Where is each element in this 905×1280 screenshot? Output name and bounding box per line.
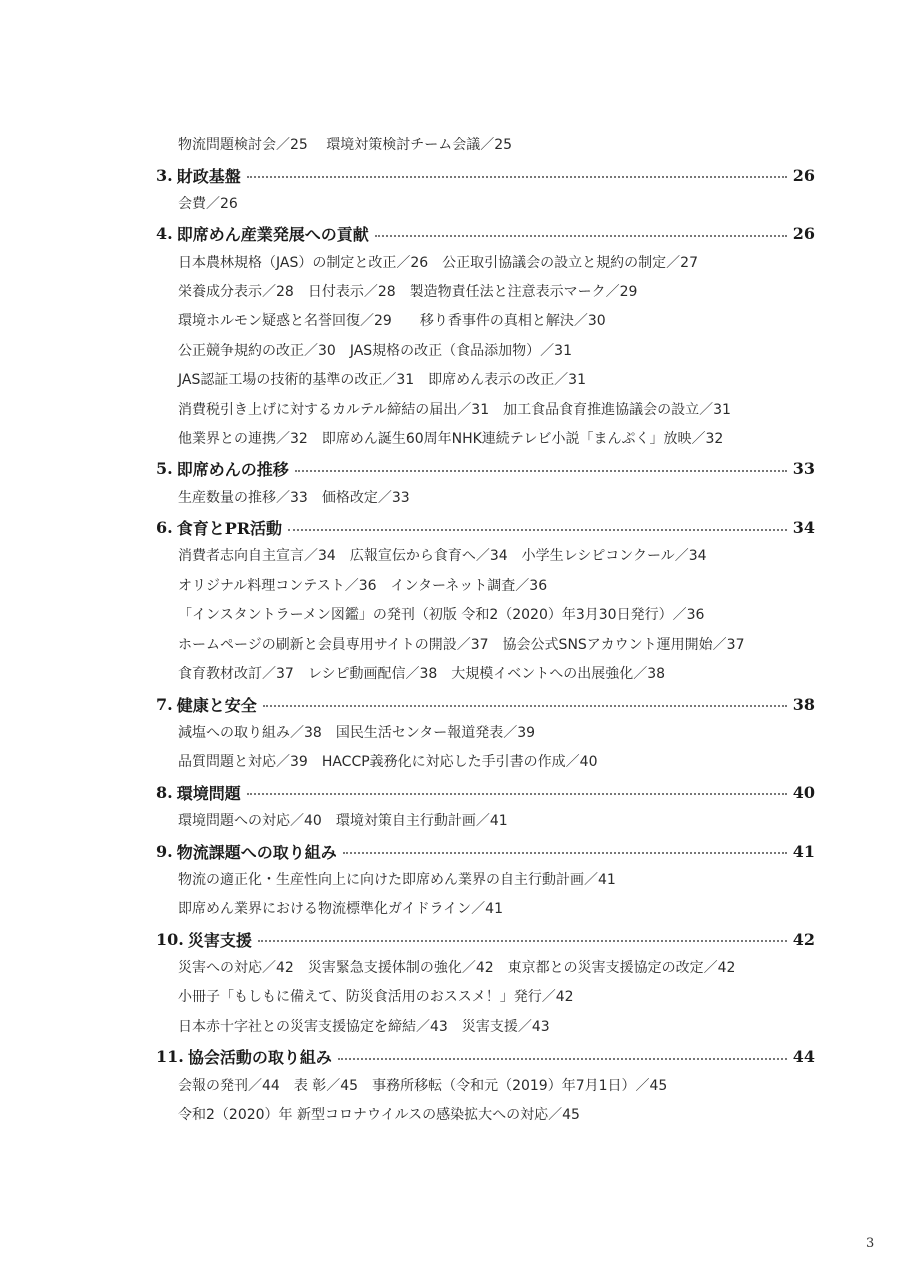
toc-section-row [0,160,815,189]
toc-subitem-row: 栄養成分表示／28 日付表示／28 製造物責任法と注意表示マーク／29 [178,283,638,300]
section-number: 11. [156,1047,184,1067]
section-page: 26 [792,165,815,185]
section-number: 9. [156,841,173,861]
section-page: 41 [792,841,815,861]
toc-subitem-row: 消費税引き上げに対するカルテル締結の届出／31 加工食品食育推進協議会の設立／31 [178,401,731,418]
toc-subitem-row: 環境問題への対応／40 環境対策自主行動計画／41 [178,812,508,829]
section-number: 10. [156,929,184,949]
toc-subitem-row: 令和2（2020）年 新型コロナウイルスの感染拡大への対応／45 [178,1106,580,1123]
toc-subitem-row: 「インスタントラーメン図鑑」の発刊（初版 令和2（2020）年3月30日発行）／36 [178,607,705,624]
section-title: 物流課題への取り組み [176,842,337,862]
toc-subitem-row: 会報の発刊／44 表 彰／45 事務所移転（令和元（2019）年7月1日）／45 [178,1077,668,1094]
section-page: 34 [792,518,815,538]
section-page: 44 [792,1047,815,1067]
toc-subitem-row: ホームページの刷新と会員専用サイトの開設／37 協会公式SNSアカウント運用開始／37 [178,636,745,653]
dot-leader [338,1058,787,1060]
toc-subitem-row: 物流問題検討会／25 環境対策検討チーム会議／25 [178,137,513,153]
toc-subitem-row: 減塩への取り組み／38 国民生活センター報道発表／39 [178,724,536,741]
toc-section-row [0,925,815,954]
section-number: 4. [156,224,173,244]
toc-subitem-row: 消費者志向自主宣言／34 広報宣伝から食育へ／34 小学生レシピコンクール／34 [178,548,707,565]
section-title: 財政基盤 [176,166,241,186]
section-page: 42 [792,929,815,949]
dot-leader [343,852,787,854]
section-number: 7. [156,694,173,714]
toc-subitem-row: 日本農林規格（JAS）の制定と改正／26 公正取引協議会の設立と規約の制定／27 [178,254,698,271]
toc-section-row [0,778,815,807]
toc-subitem-row: JAS認証工場の技術的基準の改正／31 即席めん表示の改正／31 [178,372,586,389]
dot-leader [263,705,787,707]
section-number: 3. [156,165,173,185]
dot-leader [375,235,787,237]
toc-subitem-row: 生産数量の推移／33 価格改定／33 [178,489,410,506]
section-title: 即席めんの推移 [176,460,289,480]
toc-subitem-row: 小冊子「もしもに備えて、防災食活用のおススメ！」発行／42 [178,989,574,1006]
section-title: 食育とPR活動 [176,519,283,539]
section-number: 6. [156,518,173,538]
toc-section-row [0,836,815,865]
toc-subitem-row: オリジナル料理コンテスト／36 インターネット調査／36 [178,577,548,594]
section-title: 環境問題 [176,783,241,803]
toc-subitem-row: 環境ホルモン疑惑と名誉回復／29 移り香事件の真相と解決／30 [178,313,606,330]
toc-subitem-row: 災害への対応／42 災害緊急支援体制の強化／42 東京都との災害支援協定の改定／42 [178,959,736,976]
dot-leader [288,529,787,531]
section-page: 38 [792,694,815,714]
section-number: 8. [156,782,173,802]
section-title: 健康と安全 [176,695,257,715]
toc-section-row [0,689,815,718]
toc-subitem-row: 品質問題と対応／39 HACCP義務化に対応した手引書の作成／40 [178,754,598,771]
toc-subitem-row: 即席めん業界における物流標準化ガイドライン／41 [178,901,503,918]
section-page: 40 [792,782,815,802]
toc-subitem-row: 物流の適正化・生産性向上に向けた即席めん業界の自主行動計画／41 [178,871,616,888]
toc-section-row [0,454,815,483]
section-page: 33 [792,459,815,479]
section-title: 災害支援 [187,930,252,950]
table-of-contents [0,131,905,1130]
toc-section-row [0,1042,815,1071]
dot-leader [247,793,787,795]
dot-leader [295,470,787,472]
page-number: 3 [866,1236,875,1251]
section-number: 5. [156,459,173,479]
dot-leader [247,176,787,178]
toc-subitem-row: 食育教材改訂／37 レシピ動画配信／38 大規模イベントへの出展強化／38 [178,666,666,683]
section-title: 協会活動の取り組み [187,1048,332,1068]
toc-subitem-row: 他業界との連携／32 即席めん誕生60周年NHK連続テレビ小説「まんぷく」放映／32 [178,430,724,447]
toc-subitem-row: 日本赤十字社との災害支援協定を締結／43 災害支援／43 [178,1018,550,1035]
toc-subitem-row: 公正競争規約の改正／30 JAS規格の改正（食品添加物）／31 [178,342,572,359]
section-page: 26 [792,224,815,244]
dot-leader [258,940,787,942]
toc-subitem-row: 会費／26 [178,195,238,212]
toc-section-row [0,219,815,248]
section-title: 即席めん産業発展への貢献 [176,225,369,245]
toc-section-row [0,513,815,542]
